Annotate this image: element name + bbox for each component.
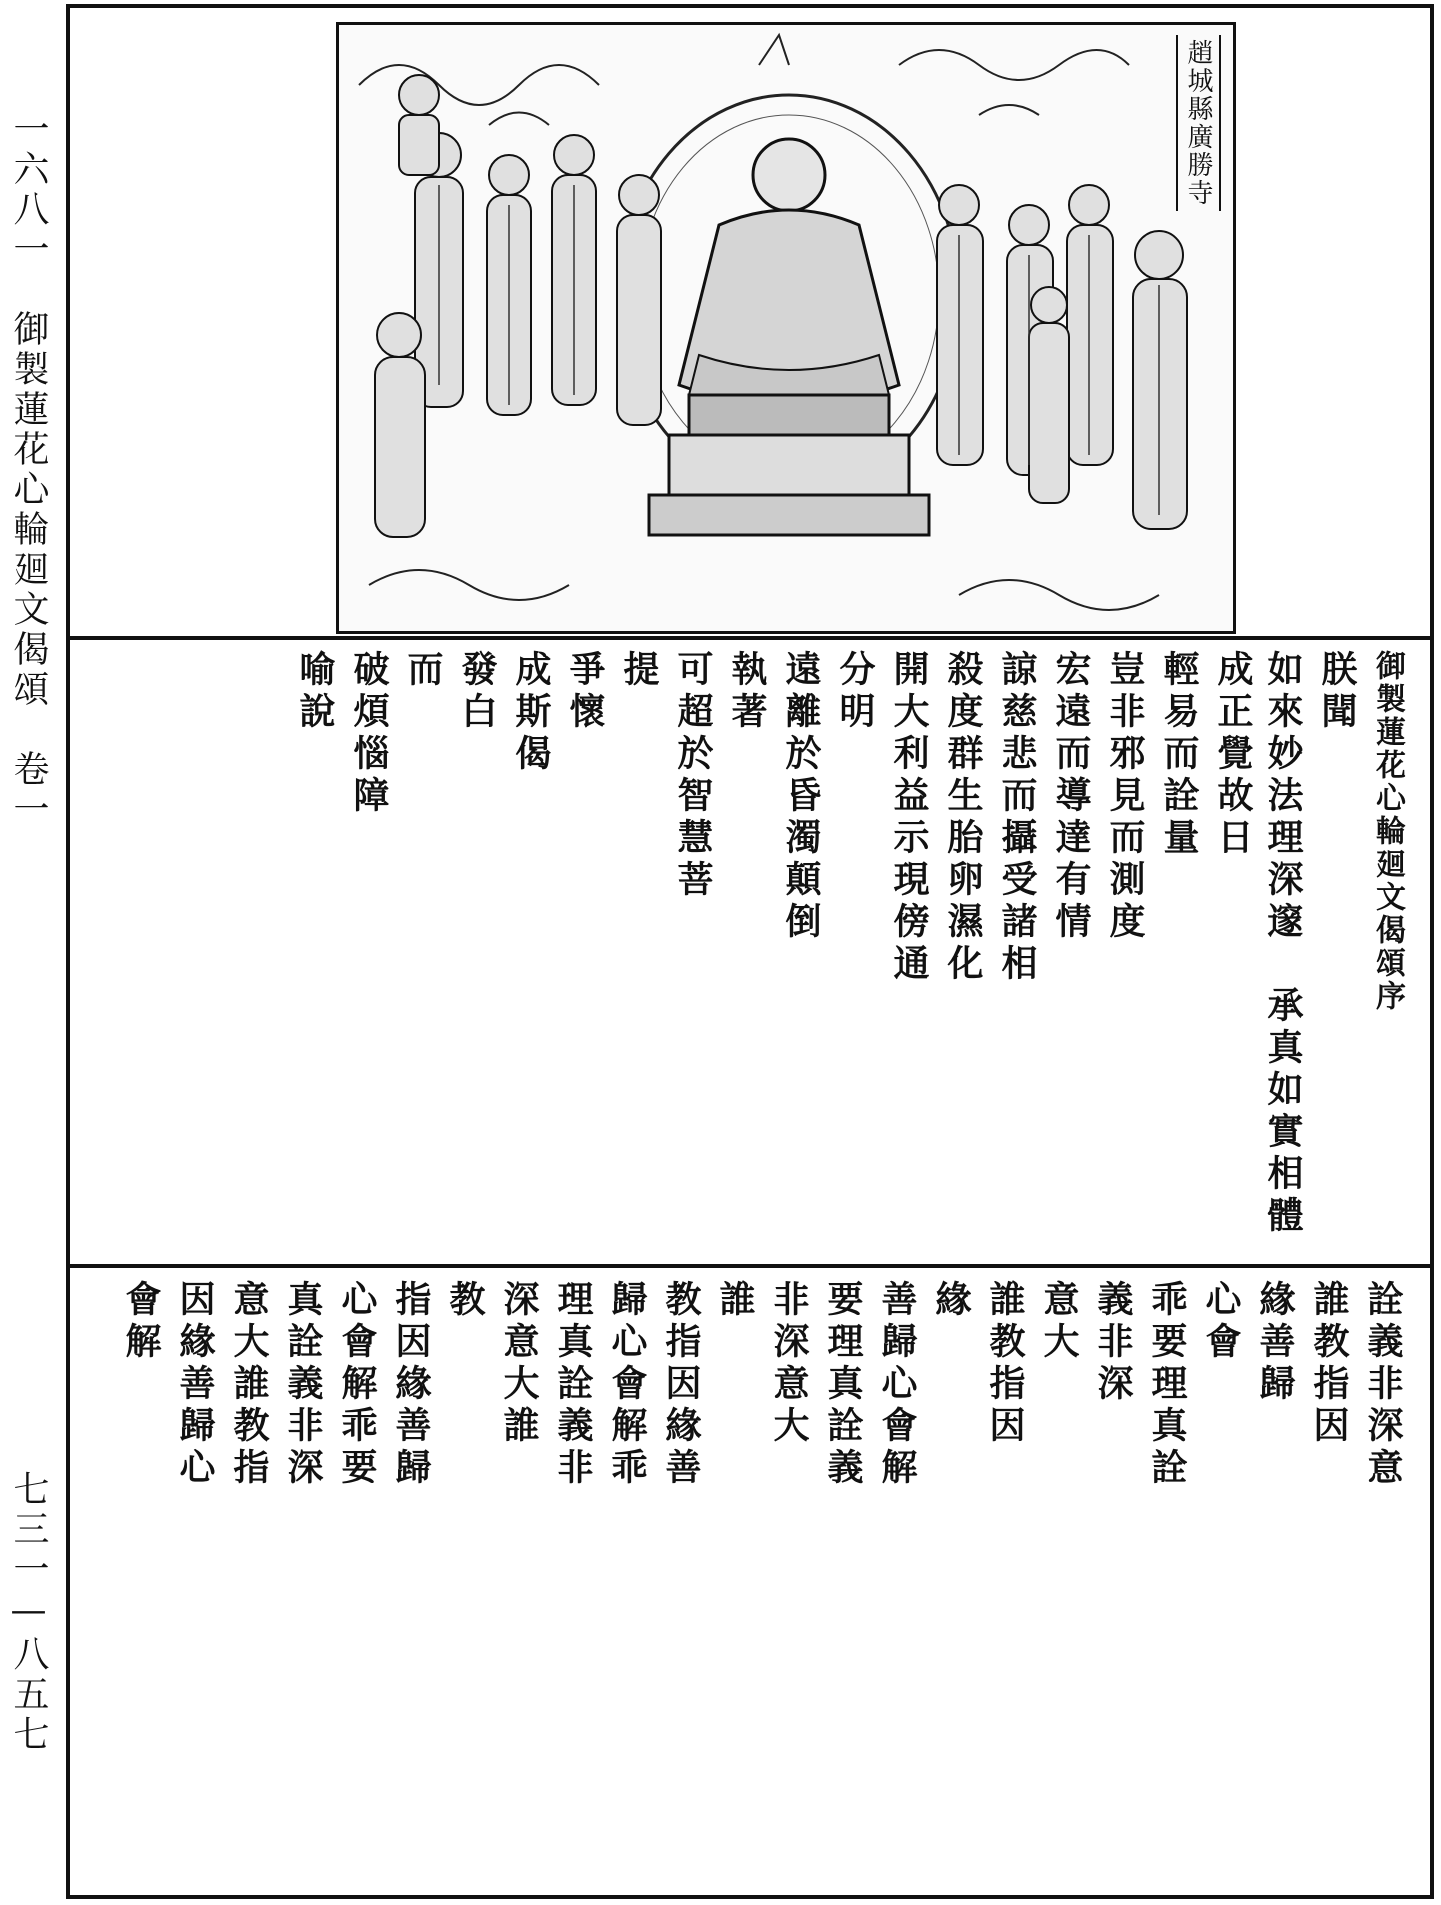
text-column: 教指因緣善: [660, 1280, 702, 1490]
text-column: 因緣善歸心: [174, 1280, 216, 1490]
text-column: 如來妙法理深邃 承真如實相體成正覺故日: [1212, 650, 1304, 1238]
text-column: 而: [402, 650, 444, 692]
text-column: 心會: [1200, 1280, 1242, 1364]
text-column: 開大利益示現傍通: [888, 650, 930, 986]
text-column: 誰: [714, 1280, 756, 1322]
text-column: 朕聞: [1316, 650, 1358, 734]
text-column: 要理真詮義: [822, 1280, 864, 1490]
left-margin-title: 一六八一 御製蓮花心輪廻文偈頌 卷一: [8, 110, 49, 830]
text-column: 乖要理真詮: [1146, 1280, 1188, 1490]
text-column: 殺度群生胎卵濕化: [942, 650, 984, 986]
text-column: 意大誰教指: [228, 1280, 270, 1490]
text-column: 深意大誰: [498, 1280, 540, 1448]
text-column: 豈非邪見而測度: [1104, 650, 1146, 944]
text-column: 指因緣善歸: [390, 1280, 432, 1490]
text-column: 爭懷: [564, 650, 606, 734]
preface-text-panel: [90, 650, 1410, 1250]
text-column: 心會解乖要: [336, 1280, 378, 1490]
woodblock-illustration: [336, 22, 1236, 634]
text-column: 詮義非深意: [1362, 1280, 1404, 1490]
text-column: 誰教指因: [1308, 1280, 1350, 1448]
text-column: 理真詮義非: [552, 1280, 594, 1490]
divider-rule: [66, 636, 1434, 640]
text-column: 宏遠而導達有情: [1050, 650, 1092, 944]
text-column: 教: [444, 1280, 486, 1322]
verse-text-panel: [90, 1280, 1410, 1880]
text-column: 成斯偈: [510, 650, 552, 776]
page-number-margin: 七三一—八五七: [8, 1470, 49, 1755]
text-column: 義非深: [1092, 1280, 1134, 1406]
text-column: 破煩惱障: [348, 650, 390, 818]
text-column: 執著: [726, 650, 768, 734]
text-column: 真詮義非深: [282, 1280, 324, 1490]
text-column: 歸心會解乖: [606, 1280, 648, 1490]
buddha-assembly-drawing: [339, 25, 1233, 631]
plate-label: 趙城縣廣勝寺: [1176, 35, 1221, 211]
text-column: 諒慈悲而攝受諸相: [996, 650, 1038, 986]
text-column: 緣: [930, 1280, 972, 1322]
text-column: 分明: [834, 650, 876, 734]
text-column: 會解: [120, 1280, 162, 1364]
text-column: 緣善歸: [1254, 1280, 1296, 1406]
text-column: 提: [618, 650, 660, 692]
text-column: 喻說: [294, 650, 336, 734]
preface-title: 御製蓮花心輪廻文偈頌序: [1370, 650, 1405, 1013]
text-column: 誰教指因: [984, 1280, 1026, 1448]
text-column: 意大: [1038, 1280, 1080, 1364]
text-column: 可超於智慧菩: [672, 650, 714, 902]
text-column: 發白: [456, 650, 498, 734]
text-column: 輕易而詮量: [1158, 650, 1200, 860]
text-column: 非深意大: [768, 1280, 810, 1448]
text-column: 善歸心會解: [876, 1280, 918, 1490]
divider-rule: [66, 1264, 1434, 1268]
text-column: 遠離於昏濁顛倒: [780, 650, 822, 944]
